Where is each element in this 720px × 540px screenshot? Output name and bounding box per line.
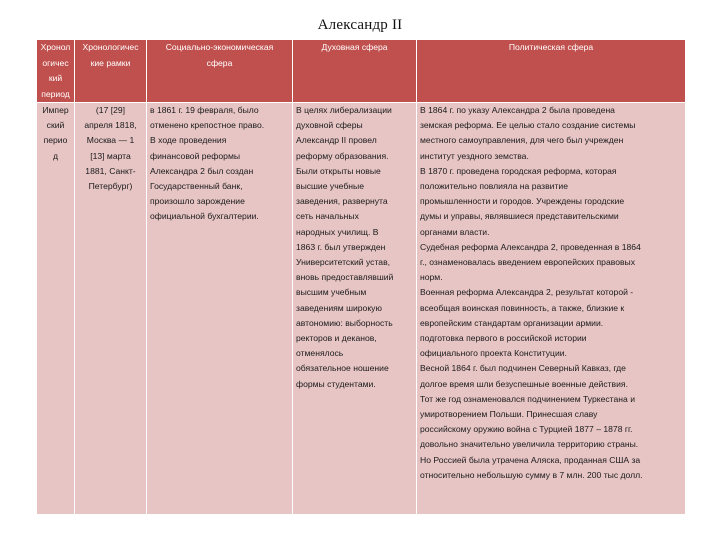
cell-line: 1863 г. был утвержден <box>296 241 386 252</box>
cell-line: заведения, развернута <box>296 196 388 207</box>
cell-line: Тот же год ознаменовался подчинением Туркестана и <box>420 393 636 404</box>
cell-line: (17 [29] <box>95 105 126 115</box>
cell-line: ский <box>46 120 65 131</box>
header-political <box>417 40 686 103</box>
cell-line: в 1861 г. 19 февраля, было <box>150 105 259 115</box>
header-period <box>37 40 75 103</box>
cell-line: Но Россией была утрачена Аляска, проданная США за <box>420 454 641 465</box>
cell-line: автономию: выборность <box>296 317 393 328</box>
cell-line: отменено крепостное право. <box>150 120 265 131</box>
cell-line: Были открыты новые <box>296 165 381 176</box>
cell-line: российскому оружию война с Турцией 1877 – 1878 гг. <box>420 424 633 435</box>
cell-line: Александра 2 был создан <box>150 165 254 176</box>
cell-timeframe <box>75 103 147 515</box>
cell-line: сеть начальных <box>296 211 359 222</box>
cell-line: промышленности и городов. Учреждены городские <box>420 196 625 207</box>
cell-line: перио <box>43 135 68 146</box>
header-text: огичес <box>42 57 69 68</box>
cell-line: высшим учебным <box>296 287 367 298</box>
page-title: Александр II <box>317 17 403 33</box>
cell-line: духовной сферы <box>296 120 363 131</box>
cell-line: Государственный банк, <box>150 181 243 192</box>
cell-line: реформу образования. <box>296 150 389 161</box>
cell-line: всеобщая воинская повинность, а также, близкие к <box>420 302 625 313</box>
cell-line: довольно значительно увеличила территорию страны. <box>420 439 639 450</box>
cell-line: произошло зарождение <box>150 196 245 207</box>
cell-line: вновь предоставлявший <box>296 272 394 283</box>
header-text: Социально-экономическая <box>165 42 274 52</box>
cell-spiritual <box>293 103 417 515</box>
cell-line: отменялось <box>296 348 344 359</box>
header-socioeconomic <box>147 40 293 103</box>
header-text: Хронол <box>40 42 71 52</box>
cell-line: Москва — 1 <box>86 135 135 146</box>
cell-line: г., ознаменовалась введением европейских правовых <box>420 257 636 268</box>
cell-line: В целях либерализации <box>296 105 392 115</box>
cell-line: В 1864 г. по указу Александра 2 была проведена <box>420 105 615 115</box>
cell-line: обязательное ношение <box>296 363 389 374</box>
cell-line: официальной бухгалтерии. <box>150 211 259 222</box>
cell-line: [13] марта <box>90 150 131 161</box>
cell-line: 1881, Санкт- <box>85 165 136 176</box>
cell-line: финансовой реформы <box>150 150 241 161</box>
cell-line: долгое время шли безуспешные военные действия. <box>420 378 628 389</box>
header-timeframe <box>75 40 147 103</box>
header-spiritual <box>293 40 417 103</box>
header-text: период <box>41 88 70 99</box>
cell-line: апреля 1818, <box>84 120 137 131</box>
cell-line: умиротворением Польши. Принесшая славу <box>420 409 598 420</box>
cell-line: подготовка первого в российской истории <box>420 333 587 344</box>
cell-political <box>417 103 686 515</box>
cell-line: Военная реформа Александра 2, результат которой - <box>420 287 634 298</box>
cell-line: В ходе проведения <box>150 135 227 146</box>
cell-line: положительно повлияла на развитие <box>420 181 568 192</box>
cell-line: европейским стандартам организации армии. <box>420 317 604 328</box>
history-table <box>36 39 686 515</box>
cell-line: Импер <box>42 105 69 115</box>
cell-line: В 1870 г. проведена городская реформа, которая <box>420 165 617 176</box>
cell-line: народных училищ. В <box>296 226 379 237</box>
cell-line: официального проекта Конституции. <box>420 348 567 359</box>
header-text: сфера <box>206 57 233 68</box>
table-row <box>37 103 686 515</box>
cell-line: высшие учебные <box>296 181 364 192</box>
cell-line: институт уездного земства. <box>420 150 529 161</box>
cell-line: органами власти. <box>420 226 490 237</box>
header-text: Политическая сфера <box>508 42 594 52</box>
cell-line: Александр II провел <box>296 135 377 146</box>
cell-line: формы студентами. <box>296 378 376 389</box>
cell-line: ректоров и деканов, <box>296 333 377 344</box>
header-text: кий <box>48 73 63 83</box>
table-header-row <box>37 40 686 103</box>
cell-line: заведениям широкую <box>296 302 382 313</box>
cell-line: д <box>52 150 58 161</box>
cell-line: Петербург) <box>88 181 133 192</box>
header-text: Духовная сфера <box>321 42 388 52</box>
cell-line: Судебная реформа Александра 2, проведенная в 1864 <box>420 241 641 252</box>
header-text: Хронологичес <box>82 42 139 52</box>
cell-socioeconomic <box>147 103 293 515</box>
header-text: кие рамки <box>90 57 131 68</box>
cell-line: местного самоуправления, для чего был учрежден <box>420 135 624 146</box>
cell-line: относительно небольшую сумму в 7 млн. 200 тыс долл. <box>420 469 643 480</box>
cell-line: Весной 1864 г. был подчинен Северный Кавказ, где <box>420 363 626 374</box>
cell-line: Университетский устав, <box>296 257 391 268</box>
cell-line: норм. <box>420 272 443 283</box>
cell-line: земская реформа. Ее целью стало создание системы <box>420 120 636 131</box>
cell-period <box>37 103 75 515</box>
cell-line: думы и управы, являвшиеся представительскими <box>420 211 619 222</box>
